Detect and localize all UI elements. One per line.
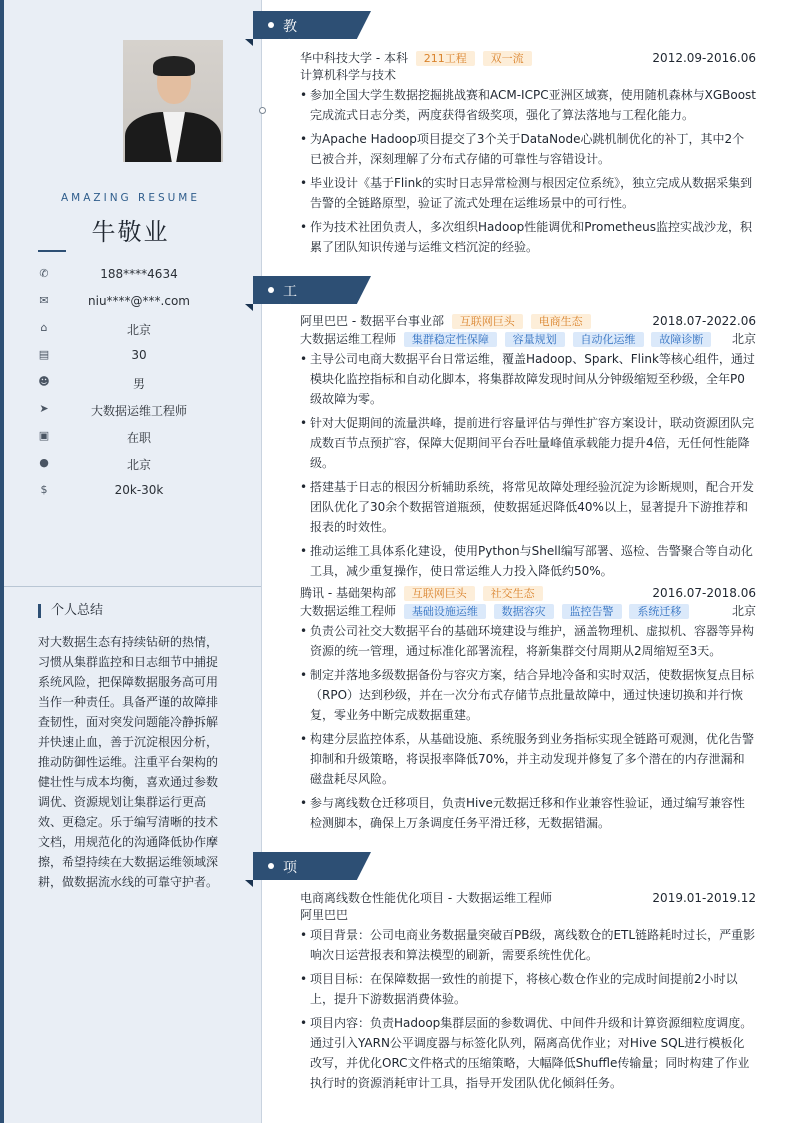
info-location xyxy=(38,455,238,473)
job-company-row xyxy=(300,313,756,330)
sidebar-divider xyxy=(4,586,261,587)
school-tag: 双一流 xyxy=(483,51,532,66)
info-text: 大数据运维工程师 xyxy=(90,404,187,418)
summary-title: 个人总结 xyxy=(38,604,103,618)
info-age xyxy=(38,347,238,365)
project-date: 2019.01-2019.12 xyxy=(652,891,756,905)
info-text: 北京 xyxy=(126,323,151,337)
job-date: 2016.07-2018.06 xyxy=(652,586,756,600)
location-icon: ● xyxy=(39,456,49,469)
list-item: • 参与离线数仓迁移项目，负责Hive元数据迁移和作业兼容性验证，通过编写兼容性检测脚本，确保上万条调度任务平滑迁移，无数据错漏。 xyxy=(300,793,756,833)
list-item: • 构建分层监控体系，从基础设施、系统服务到业务指标实现全链路可观测，优化告警抑制和升级策略，将误报率降低70%，并主动发现并修复了多个潜在的内存泄漏和磁盘耗尽风险。 xyxy=(300,729,756,789)
summary-text: 对大数据生态有持续钻研的热情，习惯从集群监控和日志细节中捕捉系统风险，把保障数据服务高可用当作一种责任。具备严谨的故障排查韧性，面对突发问题能冷静拆解并快速止血，善于沉淀根因分析，推动防御性运维。注重平台架构的健壮性与成本均衡，喜欢通过参数调优、资源规划让集群运行更高效、更稳定。乐于编写清晰的技术文档，用规范化的沟通降低协作摩擦，希望持续在大数据运维领域深耕，做数据流水线的可靠守护者。 xyxy=(38,635,219,889)
info-email xyxy=(38,293,238,311)
candidate-name: 牛敬业 xyxy=(91,218,170,246)
section-title: 教育经历 xyxy=(283,19,298,95)
face-icon: ☻ xyxy=(38,375,50,388)
job-title: 大数据运维工程师 xyxy=(300,604,397,618)
company-tag: 互联网巨头 xyxy=(452,314,523,329)
profile-photo xyxy=(123,40,223,162)
job-date: 2018.07-2022.06 xyxy=(652,314,756,328)
job-title-row xyxy=(300,331,756,348)
home-icon: ⌂ xyxy=(40,321,48,334)
info-gender xyxy=(38,374,238,392)
list-item: • 推动运维工具体系化建设，使用Python与Shell编写部署、巡检、告警聚合等自动化工具，减少重复操作，使日常运维人力投入降低约50%。 xyxy=(300,541,756,581)
school-tag: 211工程 xyxy=(416,51,475,66)
company-tag: 社交生态 xyxy=(483,586,543,601)
job-title-row xyxy=(300,603,756,620)
send-icon: ➤ xyxy=(39,402,49,415)
info-text: 188****4634 xyxy=(100,267,178,281)
list-item: • 作为技术社团负责人，多次组织Hadoop性能调优和Prometheus监控实战沙龙，积累了团队知识传递与运维文档沉淀的经验。 xyxy=(300,217,756,257)
cake-icon: ▤ xyxy=(38,348,50,361)
company-name: 腾讯 - 基础架构部 xyxy=(300,586,396,600)
info-text: 男 xyxy=(132,377,145,391)
skill-tag: 自动化运维 xyxy=(573,332,644,347)
name-underline xyxy=(38,250,66,252)
list-item: • 项目内容：负责Hadoop集群层面的参数调优、中间件升级和计算资源细粒度调度。通过引入YARN公平调度器与标签化队列，隔离高优作业；对Hive SQL进行模板化改写，并优化ORC文件格式的压缩策略，大幅降低Shuffle传输量；同时构建了作业执行时的资源消耗审计工具，指导开发团队优化倾斜任务。 xyxy=(300,1013,756,1093)
list-item: • 主导公司电商大数据平台日常运维，覆盖Hadoop、Spark、Flink等核心组件，通过模块化监控指标和自动化脚本，将集群故障发现时间从分钟级缩短至秒级，全年P0级故障为零。 xyxy=(300,349,756,409)
info-text: 在职 xyxy=(126,431,151,445)
info-phone xyxy=(38,266,238,284)
education-date: 2012.09-2016.06 xyxy=(652,51,756,65)
job-city: 北京 xyxy=(731,604,756,618)
education-bullets xyxy=(300,85,756,257)
project-org: 阿里巴巴 xyxy=(300,908,349,922)
briefcase-icon: ▣ xyxy=(38,429,50,442)
skill-tag: 容量规划 xyxy=(505,332,565,347)
section-title: 工作经历 xyxy=(283,284,298,360)
info-salary xyxy=(38,482,238,500)
skill-tag: 监控告警 xyxy=(562,604,622,619)
project-name: 电商离线数仓性能优化项目 - 大数据运维工程师 xyxy=(300,891,552,905)
list-item: • 针对大促期间的流量洪峰，提前进行容量评估与弹性扩容方案设计，联动资源团队完成数百节点预扩容，保障大促期间平台吞吐量峰值承载能力提升4倍，无任何性能降级。 xyxy=(300,413,756,473)
job-bullets xyxy=(300,621,756,833)
phone-icon: ✆ xyxy=(39,267,49,280)
job-company-row xyxy=(300,585,756,602)
info-status xyxy=(38,428,238,446)
job-city: 北京 xyxy=(731,332,756,346)
list-item: • 搭建基于日志的根因分析辅助系统，将常见故障处理经验沉淀为诊断规则，配合开发团队优化了30余个数据管道瓶颈，使数据延迟降低40%以上，显著提升下游推荐和报表的时效性。 xyxy=(300,477,756,537)
list-item: • 负责公司社交大数据平台的基础环境建设与维护，涵盖物理机、虚拟机、容器等异构资源的统一管理，通过标准化部署流程，将新集群交付周期从2周缩短至3天。 xyxy=(300,621,756,661)
project-name-row xyxy=(300,890,756,907)
skill-tag: 数据容灾 xyxy=(494,604,554,619)
company-name: 阿里巴巴 - 数据平台事业部 xyxy=(300,314,444,328)
skill-tag: 系统迁移 xyxy=(629,604,689,619)
info-text: 20k-30k xyxy=(114,483,164,497)
info-text: 北京 xyxy=(126,458,151,472)
list-item: • 制定并落地多级数据备份与容灾方案，结合异地冷备和实时双活，使数据恢复点目标（RPO）达到秒级，并在一次分布式存储节点批量故障中，通过快速切换和并行恢复，零业务中断完成数据重建。 xyxy=(300,665,756,725)
skill-tag: 故障诊断 xyxy=(651,332,711,347)
money-icon: $ xyxy=(40,483,48,496)
job-title: 大数据运维工程师 xyxy=(300,332,397,346)
skill-tag: 基础设施运维 xyxy=(404,604,486,619)
list-item: • 为Apache Hadoop项目提交了3个关于DataNode心跳机制优化的补丁，其中2个已被合并，深刻理解了分布式存储的可靠性与容错设计。 xyxy=(300,129,756,169)
info-position xyxy=(38,401,238,419)
list-item: • 毕业设计《基于Flink的实时日志异常检测与根因定位系统》，独立完成从数据采集到告警的全链路原型，验证了流式处理在运维场景中的可行性。 xyxy=(300,173,756,213)
skill-tag: 集群稳定性保障 xyxy=(404,332,497,347)
list-item: • 项目目标：在保障数据一致性的前提下，将核心数仓作业的完成时间提前2小时以上，提升下游数据消费体验。 xyxy=(300,969,756,1009)
info-text: niu****@***.com xyxy=(88,294,190,308)
education-school-row xyxy=(300,50,756,67)
company-tag: 互联网巨头 xyxy=(404,586,475,601)
section-title: 项目经历 xyxy=(283,860,298,936)
timeline-circle xyxy=(259,107,266,114)
info-text: 30 xyxy=(131,348,147,362)
list-item: • 项目背景：公司电商业务数据量突破百PB级，离线数仓的ETL链路耗时过长，严重影响次日运营报表和算法模型的刷新，需要系统性优化。 xyxy=(300,925,756,965)
job-bullets xyxy=(300,349,756,581)
project-bullets xyxy=(300,925,756,1093)
mail-icon: ✉ xyxy=(39,294,49,307)
list-item: • 参加全国大学生数据挖掘挑战赛和ACM-ICPC亚洲区域赛，使用随机森林与XGBoost完成流式日志分类，两度获得省级奖项，强化了算法落地与工程化能力。 xyxy=(300,85,756,125)
school-name: 华中科技大学 - 本科 xyxy=(300,51,408,65)
sidebar xyxy=(0,0,262,1123)
education-major: 计算机科学与技术 xyxy=(300,68,397,82)
resume-tagline: AMAZING RESUME xyxy=(60,192,201,204)
company-tag: 电商生态 xyxy=(531,314,591,329)
info-home xyxy=(38,320,238,338)
